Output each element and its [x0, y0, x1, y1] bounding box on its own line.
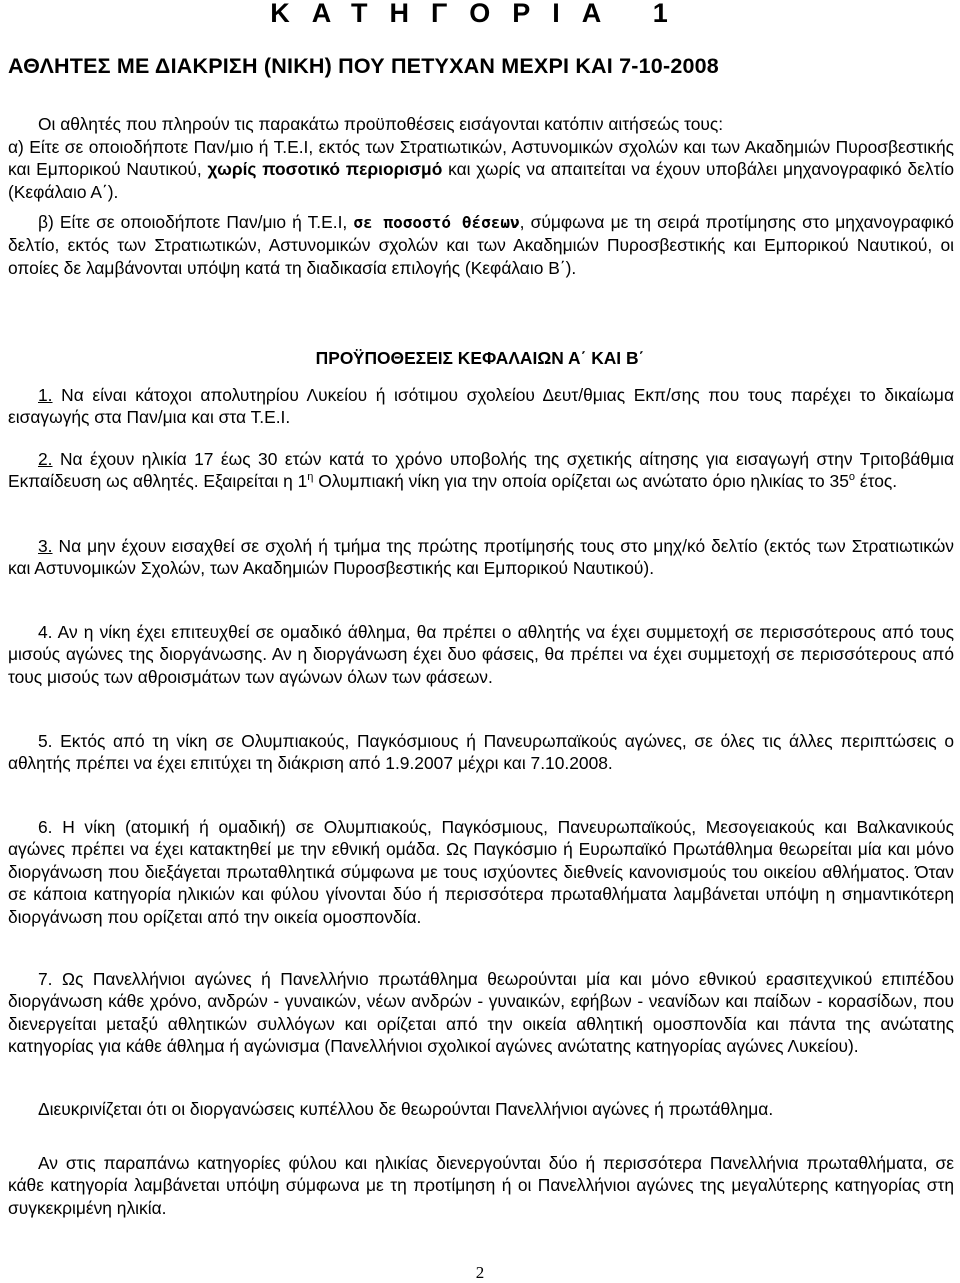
condition-text: Αν η νίκη έχει επιτευχθεί σε ομαδικό άθλημα, θα πρέπει ο αθλητής να έχει συμμετοχή σε περισσότερους από τους μισούς αγώνες της διοργάνωσης. Αν η διοργάνωση έχει δυο φάσεις, θα πρέπει να έχει συμμετοχή σε περισσότερους από τους μισούς των αθροισμάτων των αγώνων όλων των φάσεων.	[8, 622, 954, 687]
superscript: ο	[848, 471, 856, 484]
condition-number: 3.	[38, 536, 53, 556]
condition-6	[8, 816, 954, 928]
closing-paragraph-1: Διευκρινίζεται ότι οι διοργανώσεις κυπέλλου δε θεωρούνται Πανελλήνιοι αγώνες ή πρωτάθλημα.	[38, 1099, 774, 1119]
closing-paragraph-2: Αν στις παραπάνω κατηγορίες φύλου και ηλικίας διενεργούνται δύο ή περισσότερα Πανελλήνια πρωταθλήματα, σε κάθε κατηγορία λαμβάνεται υπόψη σύμφωνα με τη προτίμηση ή οι Πανελλήνιοι αγώνες της μεγαλύτερης κατηγορίας στη συγκεκριμένη ηλικία.	[8, 1153, 954, 1218]
condition-text: Να είναι κάτοχοι απολυτηρίου Λυκείου ή ισότιμου σχολείου Δευτ/θμιας Εκπ/σης που τους παρέχει το δικαίωμα εισαγωγής στα Παν/μια και στα Τ.Ε.Ι.	[8, 385, 954, 428]
condition-text: Η νίκη (ατομική ή ομαδική) σε Ολυμπιακούς, Παγκόσμιους, Πανευρωπαϊκούς, Μεσογειακούς και Βαλκανικούς αγώνες πρέπει να έχει κατακτηθεί με την εθνική ομάδα. Ως Παγκόσμιο ή Ευρωπαϊκό Πρωτάθλημα θεωρείται μία και μόνο διοργάνωση που διεξάγεται πρωταθλητικά σύμφωνα με τους ισχύοντες διεθνείς κανονισμούς του οικείου αθλήματος. Όταν σε κάποια κατηγορία ηλικιών και φύλου γίνονται δύο ή περισσότερα πρωταθλήματα λαμβάνεται υπόψη η σημαντικότερη διοργάνωση που ορίζεται από την οικεία ομοσπονδία.	[8, 817, 954, 927]
condition-3	[8, 535, 954, 580]
condition-number: 2.	[38, 449, 53, 469]
condition-text: Να έχουν ηλικία 17 έως 30 ετών κατά το χρόνο υποβολής της σχετικής αίτησης για εισαγωγή στην Τριτοβάθμια Εκπαίδευση ως αθλητές. Εξαιρείται η 1	[8, 449, 954, 492]
option-a-text-end: και χωρίς να απαιτείται να έχουν υποβάλει μηχανογραφικό δελτίο (Κεφάλαιο Α΄).	[8, 159, 954, 202]
condition-5	[8, 730, 954, 775]
category-title: ΚΑΤΗΓΟΡΙΑ 1	[270, 0, 690, 28]
intro-option-a	[8, 136, 954, 203]
option-b-text: β) Είτε σε οποιοδήποτε Παν/μιο ή Τ.Ε.Ι,	[38, 212, 354, 232]
condition-number: 1.	[38, 385, 53, 405]
condition-number: 4.	[38, 622, 53, 642]
condition-7	[8, 968, 954, 1058]
intro-line: Οι αθλητές που πληρούν τις παρακάτω προϋποθέσεις εισάγονται κατόπιν αιτήσεώς τους:	[38, 114, 724, 134]
condition-text: Ολυμπιακή νίκη για την οποία ορίζεται ως ανώτατο όριο ηλικίας το 35	[313, 471, 849, 492]
option-a-emphasis: χωρίς ποσοτικό περιορισμό	[207, 159, 443, 180]
conditions-heading: ΠΡΟΫΠΟΘΕΣΕΙΣ ΚΕΦΑΛΑΙΩΝ Α΄ ΚΑΙ Β΄	[315, 348, 645, 368]
condition-text: έτος.	[855, 471, 898, 492]
option-b-emphasis: σε ποσοστό θέσεων	[353, 213, 520, 232]
condition-number: 7.	[38, 969, 53, 989]
condition-text: Εκτός από τη νίκη σε Ολυμπιακούς, Παγκόσμιους ή Πανευρωπαϊκούς αγώνες, σε όλες τις άλλες περιπτώσεις ο αθλητής πρέπει να έχει επιτύχει τη διάκριση από 1.9.2007 μέχρι και 7.10.2008.	[8, 731, 954, 774]
condition-2	[8, 448, 954, 493]
option-b-text-end: , σύμφωνα με τη σειρά προτίμησης στο μηχανογραφικό δελτίο, εκτός των Στρατιωτικών, Αστυνομικών σχολών και των Ακαδημιών Πυροσβεστικής και Εμπορικού Ναυτικού, οι οποίες δε λαμβάνονται υπόψη κατά τη διαδικασία επιλογής (Κεφάλαιο Β΄).	[8, 212, 954, 278]
option-a-text: α) Είτε σε οποιοδήποτε Παν/μιο ή Τ.Ε.Ι, εκτός των Στρατιωτικών, Αστυνομικών σχολών και των Ακαδημιών Πυροσβεστικής και Εμπορικού Ναυτικού,	[8, 137, 954, 180]
condition-4	[8, 621, 954, 688]
condition-text: Ως Πανελλήνιοι αγώνες ή Πανελλήνιο πρωτάθλημα θεωρούνται μία και μόνο εθνικού ερασιτεχνικού επιπέδου διοργάνωση κάθε χρόνο, ανδρών - γυναικών, νέων ανδρών - γυναικών, εφήβων - νεανίδων και παίδων - κορασίδων, που διενεργείται μεταξύ αθλητικών συλλόγων και ορίζεται από την οικεία αθλητική ομοσπονδία και πάντα της ανώτατης κατηγορίας για κάθε άθλημα ή αγώνισμα (Πανελλήνιοι σχολικοί αγώνες ανώτατης κατηγορίας αγώνες Λυκείου).	[8, 969, 954, 1057]
category-subtitle: ΑΘΛΗΤΕΣ ΜΕ ΔΙΑΚΡΙΣΗ (ΝΙΚΗ) ΠΟΥ ΠΕΤΥΧΑΝ ΜΕΧΡΙ ΚΑΙ 7-10-2008	[8, 54, 719, 78]
superscript: η	[307, 471, 314, 484]
condition-number: 6.	[38, 817, 53, 837]
condition-1	[8, 384, 954, 429]
intro-option-b	[8, 211, 954, 279]
condition-number: 5.	[38, 731, 53, 751]
page-number: 2	[475, 1263, 485, 1282]
condition-text: Να μην έχουν εισαχθεί σε σχολή ή τμήμα της πρώτης προτίμησής τους στο μηχ/κό δελτίο (εκτός των Στρατιωτικών και Αστυνομικών Σχολών, των Ακαδημιών Πυροσβεστικής και Εμπορικού Ναυτικού).	[8, 536, 954, 579]
